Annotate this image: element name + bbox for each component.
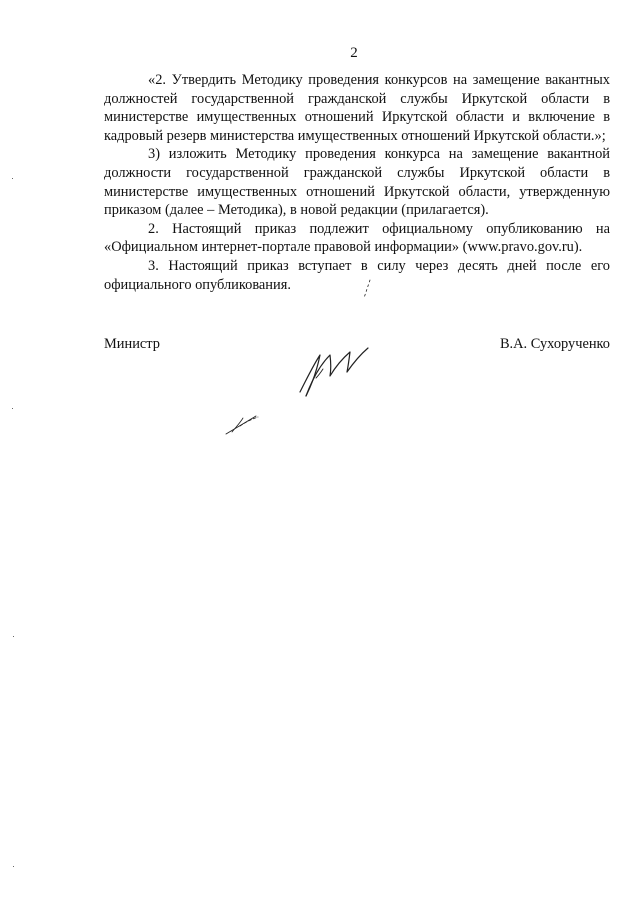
margin-dot bbox=[12, 178, 13, 179]
margin-dot bbox=[12, 408, 13, 409]
signature-stroke bbox=[240, 417, 258, 426]
signature-stroke bbox=[226, 416, 256, 434]
signature-block bbox=[104, 335, 610, 355]
signatory-title: Министр bbox=[104, 336, 160, 352]
signatory-name: В.А. Сухорученко bbox=[499, 336, 610, 352]
signature-stroke bbox=[232, 418, 243, 432]
paragraph-methodology-approval: «2. Утвердить Методику проведения конкурсов на замещение вакантных должностей государственной гражданской службы Иркутской области в министерстве имущественных отношений Иркутской области и включение в кадровый резерв министерства имущественных отношений Иркутской области.»; bbox=[104, 72, 610, 144]
margin-dot bbox=[13, 866, 14, 867]
page-number: 2 bbox=[350, 45, 358, 61]
margin-dot bbox=[13, 636, 14, 637]
document-body bbox=[104, 71, 610, 294]
paragraph-publication: 2. Настоящий приказ подлежит официальному опубликованию на «Официальном интернет-портале правовой информации» (www.pravo.gov.ru). bbox=[104, 220, 610, 256]
signature-stroke bbox=[316, 369, 323, 378]
signature-stroke bbox=[306, 348, 368, 396]
paragraph-methodology-revision: 3) изложить Методику проведения конкурса на замещение вакантной должности государственной гражданской службы Иркутской области в министерстве имущественных отношений Иркутской области, утвержденную приказом (далее – Методика), в новой редакции (прилагается). bbox=[104, 146, 610, 219]
signature-stroke bbox=[300, 355, 320, 396]
paragraph-effective-date: 3. Настоящий приказ вступает в силу через десять дней после его официального опубликования. bbox=[104, 257, 610, 293]
